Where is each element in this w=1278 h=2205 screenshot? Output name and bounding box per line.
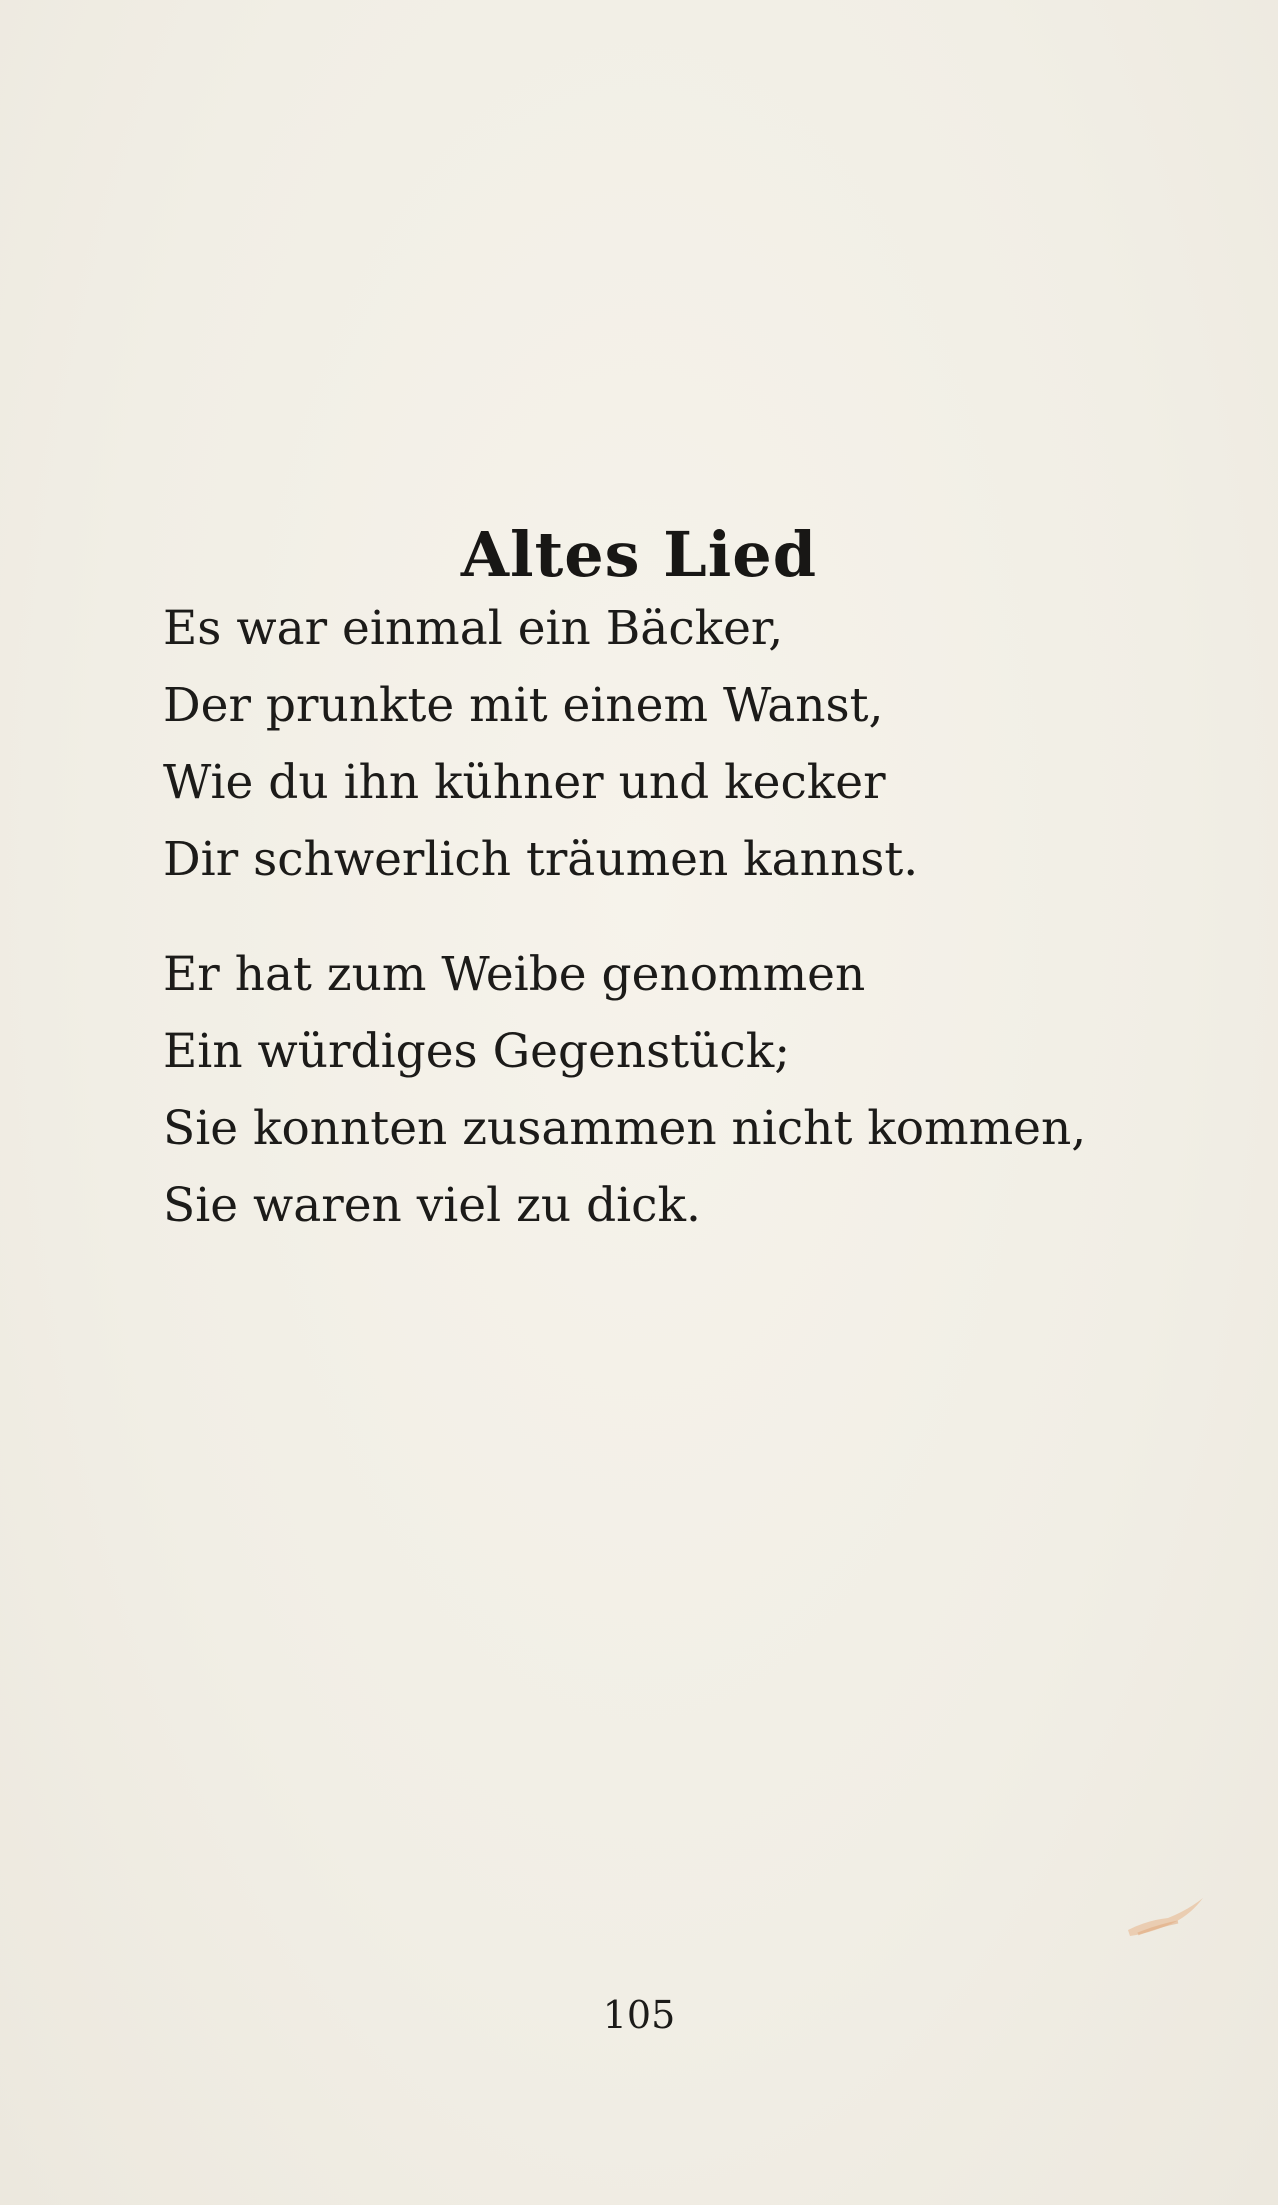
poem-line: Ein würdiges Gegenstück; (163, 1024, 791, 1079)
poem-title: Altes Lied (460, 517, 818, 591)
poem-line: Sie konnten zusammen nicht kommen, (163, 1101, 1087, 1156)
paper-stain-mark (1118, 1890, 1208, 1940)
poem-line: Dir schwerlich träumen kannst. (163, 832, 919, 887)
poem-line: Sie waren viel zu dick. (163, 1178, 701, 1233)
stanza-2 (163, 936, 1086, 1244)
poem-line: Es war einmal ein Bäcker, (163, 601, 784, 656)
poem-line: Der prunkte mit einem Wanst, (163, 678, 884, 733)
poem-line: Er hat zum Weibe genommen (163, 947, 866, 1002)
page-number: 105 (602, 1993, 676, 2037)
poem-line: Wie du ihn kühner und kecker (163, 755, 886, 810)
poem-body (163, 590, 1086, 1244)
stanza-1 (163, 590, 1086, 898)
